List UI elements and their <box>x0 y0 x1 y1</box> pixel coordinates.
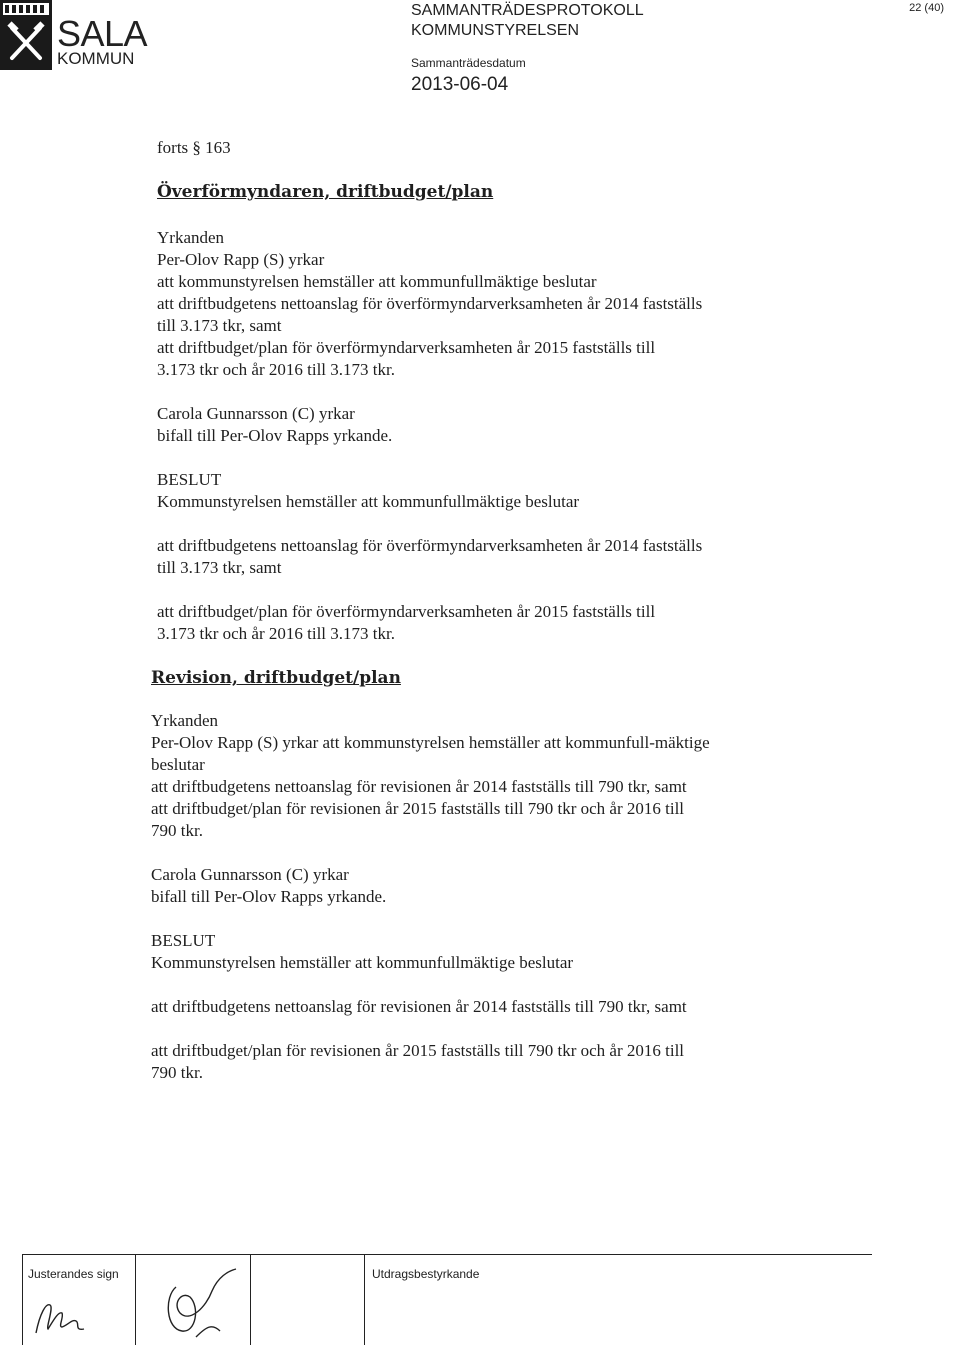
paragraph-line: Kommunstyrelsen hemställer att kommunfullmäktige beslutar <box>151 953 574 972</box>
paragraph-line: bifall till Per-Olov Rapps yrkande. <box>151 887 387 906</box>
paragraph-line: 3.173 tkr och år 2016 till 3.173 tkr. <box>157 360 395 379</box>
meeting-date: 2013-06-04 <box>411 74 509 95</box>
page-number: 22 (40) <box>909 2 944 14</box>
footer-divider <box>135 1255 136 1345</box>
logo-emblem <box>0 0 52 70</box>
footer-divider <box>22 1255 23 1345</box>
section-reference: forts § 163 <box>157 138 231 157</box>
section-title: Revision, driftbudget/plan <box>151 668 401 688</box>
meeting-date-label: Sammanträdesdatum <box>411 56 526 70</box>
paragraph-line: att driftbudget/plan för överförmyndarverksamheten år 2015 fastställs till <box>157 602 656 621</box>
paragraph-line: Per-Olov Rapp (S) yrkar att kommunstyrelsen hemställer att kommunfull-mäktige <box>151 733 710 752</box>
yrkanden-heading: Yrkanden <box>157 228 225 247</box>
protocol-title: SAMMANTRÄDESPROTOKOLL <box>411 2 644 19</box>
paragraph-line: till 3.173 tkr, samt <box>157 558 282 577</box>
paragraph-line: att driftbudgetens nettoanslag för revisionen år 2014 fastställs till 790 tkr, samt <box>151 997 687 1016</box>
signature-1-icon <box>28 1283 98 1343</box>
section-title: Överförmyndaren, driftbudget/plan <box>157 182 494 202</box>
paragraph-line: Kommunstyrelsen hemställer att kommunfullmäktige beslutar <box>157 492 580 511</box>
justerandes-sign-label: Justerandes sign <box>28 1267 119 1281</box>
paragraph-line: att driftbudget/plan för överförmyndarverksamheten år 2015 fastställs till <box>157 338 656 357</box>
footer-divider <box>250 1255 251 1345</box>
paragraph-line: att kommunstyrelsen hemställer att kommunfullmäktige beslutar <box>157 272 597 291</box>
paragraph-line: Carola Gunnarsson (C) yrkar <box>157 404 355 423</box>
beslut-heading: BESLUT <box>151 931 216 950</box>
beslut-heading: BESLUT <box>157 470 222 489</box>
paragraph-line: att driftbudget/plan för revisionen år 2015 fastställs till 790 tkr och år 2016 till <box>151 799 685 818</box>
paragraph-line: att driftbudgetens nettoanslag för revisionen år 2014 fastställs till 790 tkr, samt <box>151 777 687 796</box>
paragraph-line: Per-Olov Rapp (S) yrkar <box>157 250 325 269</box>
signature-footer <box>22 1254 872 1345</box>
paragraph-line: 790 tkr. <box>151 821 203 840</box>
board-name: KOMMUNSTYRELSEN <box>411 22 580 39</box>
logo-name: SALA <box>57 13 148 54</box>
yrkanden-heading: Yrkanden <box>151 711 219 730</box>
paragraph-line: bifall till Per-Olov Rapps yrkande. <box>157 426 393 445</box>
paragraph-line: beslutar <box>151 755 205 774</box>
logo-subtitle: KOMMUN <box>57 49 135 68</box>
paragraph-line: Carola Gunnarsson (C) yrkar <box>151 865 349 884</box>
paragraph-line: att driftbudgetens nettoanslag för överförmyndarverksamheten år 2014 fastställs <box>157 294 703 313</box>
paragraph-line: 3.173 tkr och år 2016 till 3.173 tkr. <box>157 624 395 643</box>
utdragsbestyrkande-label: Utdragsbestyrkande <box>372 1267 480 1281</box>
paragraph-line: att driftbudget/plan för revisionen år 2015 fastställs till 790 tkr och år 2016 till <box>151 1041 685 1060</box>
paragraph-line: 790 tkr. <box>151 1063 203 1082</box>
paragraph-line: till 3.173 tkr, samt <box>157 316 282 335</box>
signature-2-icon <box>156 1267 246 1343</box>
footer-divider <box>364 1255 365 1345</box>
paragraph-line: att driftbudgetens nettoanslag för överförmyndarverksamheten år 2014 fastställs <box>157 536 703 555</box>
